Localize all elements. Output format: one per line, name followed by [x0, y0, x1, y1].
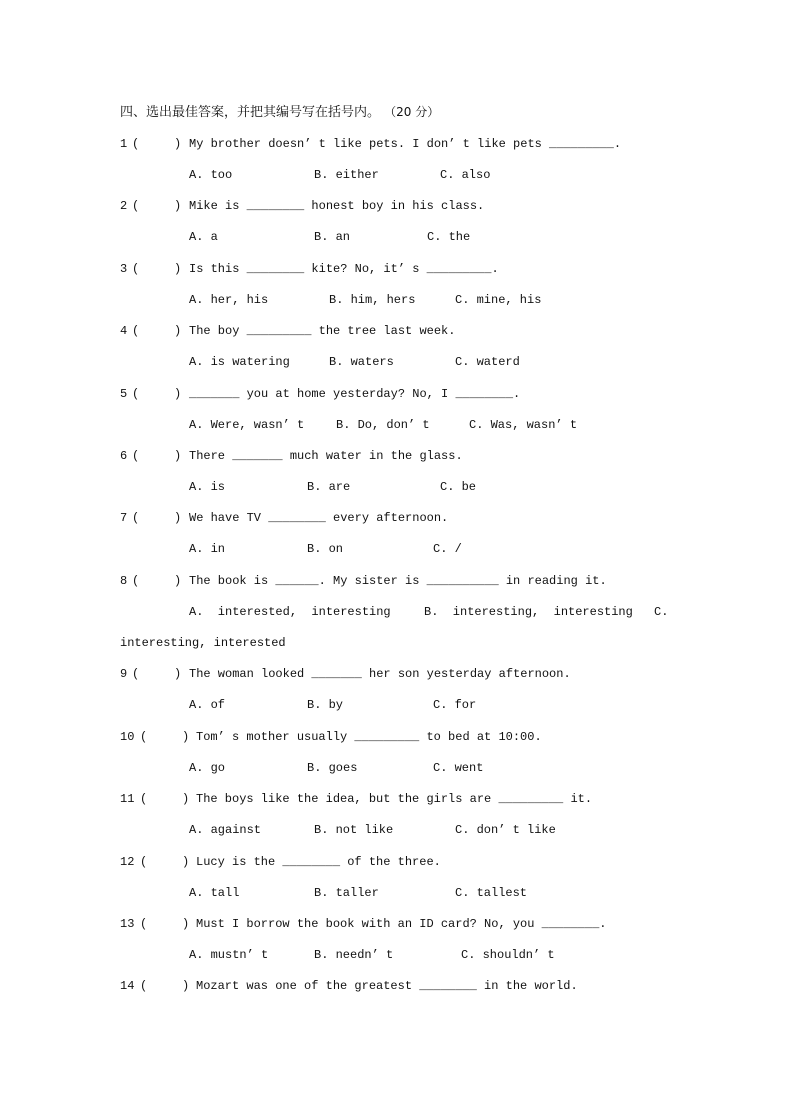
question-11-option-c: C. don’ t like [455, 823, 556, 837]
question-8-option-c: C. [654, 605, 669, 619]
question-2-option-c: C. the [427, 230, 471, 244]
question-text: Is this ________ kite? No, it’ s _________. [189, 262, 499, 276]
answer-paren-open: ( [132, 387, 140, 401]
answer-paren-open: ( [132, 199, 140, 213]
question-number: 7 [120, 511, 128, 525]
question-3-option-a: A. her, his [189, 293, 269, 307]
question-8-option-c-text: interesting, interested [120, 636, 286, 650]
answer-paren-close: ) [182, 855, 190, 869]
question-text: Mike is ________ honest boy in his class. [189, 199, 485, 213]
question-4-option-a: A. is watering [189, 355, 290, 369]
answer-paren-open: ( [132, 262, 140, 276]
question-number: 13 [120, 917, 135, 931]
question-8-option-a: A. interested, interesting [189, 605, 391, 619]
question-11-option-a: A. against [189, 823, 262, 837]
answer-paren-open: ( [140, 855, 148, 869]
question-9-option-c: C. for [433, 698, 477, 712]
question-4-option-b: B. waters [329, 355, 394, 369]
question-4-option-c: C. waterd [455, 355, 520, 369]
answer-paren-open: ( [132, 574, 140, 588]
answer-paren-open: ( [140, 979, 148, 993]
question-number: 12 [120, 855, 135, 869]
question-number: 8 [120, 574, 128, 588]
question-8-option-b: B. interesting, interesting [424, 605, 633, 619]
question-text: _______ you at home yesterday? No, I ________. [189, 387, 521, 401]
answer-paren-close: ) [174, 137, 182, 151]
question-text: The boys like the idea, but the girls are _________ it. [196, 792, 593, 806]
question-text: My brother doesn’ t like pets. I don’ t like pets _________. [189, 137, 622, 151]
question-text: Must I borrow the book with an ID card? No, you ________. [196, 917, 607, 931]
question-number: 4 [120, 324, 128, 338]
question-number: 1 [120, 137, 128, 151]
answer-paren-close: ) [182, 730, 190, 744]
answer-paren-close: ) [182, 917, 190, 931]
answer-paren-close: ) [174, 511, 182, 525]
question-6-option-a: A. is [189, 480, 226, 494]
question-13-option-c: C. shouldn’ t [461, 948, 555, 962]
question-text: The woman looked _______ her son yesterday afternoon. [189, 667, 571, 681]
question-10-option-a: A. go [189, 761, 226, 775]
question-number: 14 [120, 979, 135, 993]
question-6-option-b: B. are [307, 480, 351, 494]
question-10-option-c: C. went [433, 761, 484, 775]
question-1-option-c: C. also [440, 168, 491, 182]
question-7-option-a: A. in [189, 542, 226, 556]
question-13-option-b: B. needn’ t [314, 948, 394, 962]
question-13-option-a: A. mustn’ t [189, 948, 269, 962]
question-2-option-b: B. an [314, 230, 351, 244]
question-number: 3 [120, 262, 128, 276]
answer-paren-open: ( [132, 511, 140, 525]
answer-paren-close: ) [174, 324, 182, 338]
question-text: The book is ______. My sister is __________ in reading it. [189, 574, 607, 588]
question-text: Tom’ s mother usually _________ to bed at 10:00. [196, 730, 542, 744]
question-2-option-a: A. a [189, 230, 218, 244]
answer-paren-close: ) [174, 262, 182, 276]
answer-paren-open: ( [140, 730, 148, 744]
answer-paren-close: ) [182, 792, 190, 806]
question-9-option-a: A. of [189, 698, 226, 712]
question-text: We have TV ________ every afternoon. [189, 511, 449, 525]
question-text: There _______ much water in the glass. [189, 449, 463, 463]
question-7-option-b: B. on [307, 542, 344, 556]
answer-paren-close: ) [174, 574, 182, 588]
answer-paren-close: ) [174, 387, 182, 401]
question-12-option-c: C. tallest [455, 886, 528, 900]
question-1-option-b: B. either [314, 168, 379, 182]
answer-paren-close: ) [174, 667, 182, 681]
question-5-option-a: A. Were, wasn’ t [189, 418, 305, 432]
answer-paren-close: ) [174, 449, 182, 463]
question-9-option-b: B. by [307, 698, 344, 712]
question-text: The boy _________ the tree last week. [189, 324, 456, 338]
answer-paren-open: ( [140, 792, 148, 806]
question-5-option-b: B. Do, don’ t [336, 418, 430, 432]
question-12-option-b: B. taller [314, 886, 379, 900]
answer-paren-open: ( [132, 667, 140, 681]
answer-paren-open: ( [132, 137, 140, 151]
answer-paren-open: ( [132, 449, 140, 463]
question-text: Mozart was one of the greatest ________ in the world. [196, 979, 578, 993]
question-3-option-b: B. him, hers [329, 293, 416, 307]
question-number: 9 [120, 667, 128, 681]
question-3-option-c: C. mine, his [455, 293, 542, 307]
section-title: 四、选出最佳答案，并把其编号写在括号内。 [120, 105, 381, 120]
question-12-option-a: A. tall [189, 886, 240, 900]
question-text: Lucy is the ________ of the three. [196, 855, 441, 869]
answer-paren-close: ) [182, 979, 190, 993]
section-heading [120, 104, 439, 121]
question-6-option-c: C. be [440, 480, 477, 494]
question-1-option-a: A. too [189, 168, 233, 182]
answer-paren-close: ) [174, 199, 182, 213]
answer-paren-open: ( [132, 324, 140, 338]
section-score: （20 分） [384, 105, 440, 119]
question-7-option-c: C. / [433, 542, 462, 556]
question-number: 6 [120, 449, 128, 463]
question-number: 11 [120, 792, 135, 806]
question-number: 10 [120, 730, 135, 744]
answer-paren-open: ( [140, 917, 148, 931]
question-11-option-b: B. not like [314, 823, 394, 837]
question-10-option-b: B. goes [307, 761, 358, 775]
question-number: 2 [120, 199, 128, 213]
question-5-option-c: C. Was, wasn’ t [469, 418, 578, 432]
question-number: 5 [120, 387, 128, 401]
